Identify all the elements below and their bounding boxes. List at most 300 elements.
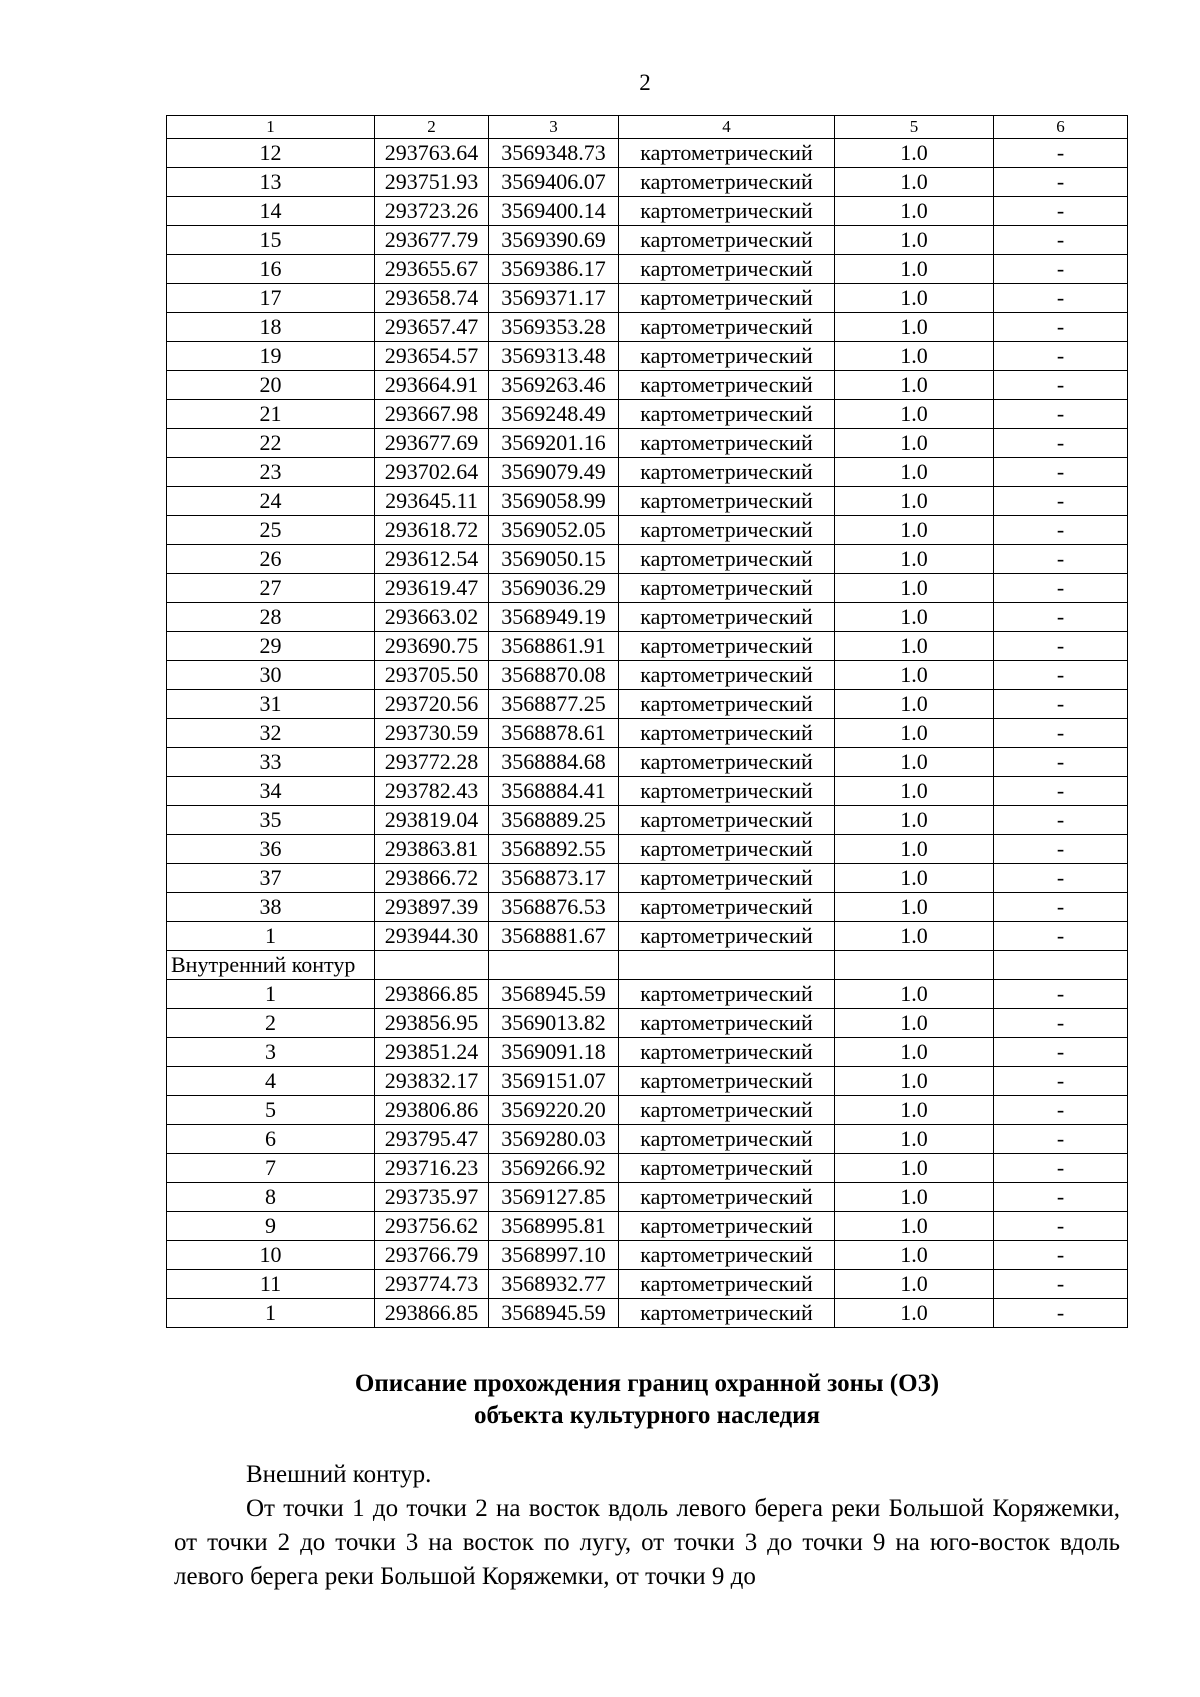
table-cell-col-2: 293705.50 [375, 661, 489, 690]
table-cell-col-1: 26 [167, 545, 375, 574]
table-cell-col-5: 1.0 [835, 1096, 994, 1125]
table-cell-col-1: 21 [167, 400, 375, 429]
table-cell-col-2: 293944.30 [375, 922, 489, 951]
table-row [167, 1154, 1128, 1183]
table-cell-col-5: 1.0 [835, 1241, 994, 1270]
table-cell-col-4: картометрический [619, 690, 835, 719]
table-row [167, 922, 1128, 951]
table-cell-col-6: - [994, 1067, 1128, 1096]
table-cell-col-2: 293774.73 [375, 1270, 489, 1299]
heading-line-2: объекта культурного наследия [473, 1402, 821, 1429]
table-cell-col-6: - [994, 1096, 1128, 1125]
table-cell-col-2: 293654.57 [375, 342, 489, 371]
table-cell-col-2: 293658.74 [375, 284, 489, 313]
table-cell-col-2: 2 [375, 116, 489, 139]
table-row [167, 748, 1128, 777]
table-cell-col-3: 3569127.85 [489, 1183, 619, 1212]
table-cell-col-5: 5 [835, 116, 994, 139]
table-cell-col-3: 3568878.61 [489, 719, 619, 748]
table-cell-col-1: 5 [167, 1096, 375, 1125]
table-cell-col-6: - [994, 719, 1128, 748]
table-cell-col-3: 3569036.29 [489, 574, 619, 603]
table-cell-col-4: картометрический [619, 1038, 835, 1067]
table-cell-col-3: 3568932.77 [489, 1270, 619, 1299]
table-cell-col-4: картометрический [619, 1096, 835, 1125]
table-cell-col-4: картометрический [619, 1154, 835, 1183]
table-row [167, 1270, 1128, 1299]
table-cell-col-6: - [994, 1212, 1128, 1241]
table-cell-col-3: 3568995.81 [489, 1212, 619, 1241]
table-cell-col-2: 293663.02 [375, 603, 489, 632]
table-cell-col-1: 7 [167, 1154, 375, 1183]
table-cell-col-3: 3569266.92 [489, 1154, 619, 1183]
table-cell-empty [619, 951, 835, 980]
table-cell-col-2: 293751.93 [375, 168, 489, 197]
inner-contour-label: Внутренний контур [167, 951, 375, 980]
table-cell-col-3: 3568892.55 [489, 835, 619, 864]
table-cell-col-6: - [994, 1009, 1128, 1038]
table-cell-col-1: 1 [167, 980, 375, 1009]
table-cell-col-2: 293772.28 [375, 748, 489, 777]
table-row [167, 168, 1128, 197]
table-cell-col-4: картометрический [619, 313, 835, 342]
table-cell-col-6: - [994, 748, 1128, 777]
table-cell-col-2: 293730.59 [375, 719, 489, 748]
table-cell-col-1: 6 [167, 1125, 375, 1154]
table-cell-col-5: 1.0 [835, 777, 994, 806]
table-cell-col-2: 293735.97 [375, 1183, 489, 1212]
table-cell-col-5: 1.0 [835, 1009, 994, 1038]
table-cell-col-4: картометрический [619, 1067, 835, 1096]
table-cell-col-5: 1.0 [835, 1067, 994, 1096]
table-cell-col-1: 28 [167, 603, 375, 632]
table-cell-col-2: 293720.56 [375, 690, 489, 719]
table-row [167, 342, 1128, 371]
table-row [167, 777, 1128, 806]
table-cell-col-5: 1.0 [835, 632, 994, 661]
table-cell-col-4: картометрический [619, 574, 835, 603]
table-cell-col-6: - [994, 690, 1128, 719]
table-row [167, 1067, 1128, 1096]
table-cell-col-2: 293702.64 [375, 458, 489, 487]
table-cell-col-3: 3569151.07 [489, 1067, 619, 1096]
table-cell-col-2: 293763.64 [375, 139, 489, 168]
table-cell-col-1: 1 [167, 922, 375, 951]
table-cell-col-2: 293612.54 [375, 545, 489, 574]
table-cell-col-6: - [994, 1241, 1128, 1270]
table-cell-col-3: 3568873.17 [489, 864, 619, 893]
table-cell-col-3: 3569400.14 [489, 197, 619, 226]
table-row [167, 574, 1128, 603]
table-row [167, 1183, 1128, 1212]
table-cell-col-2: 293664.91 [375, 371, 489, 400]
table-cell-col-5: 1.0 [835, 980, 994, 1009]
table-row [167, 139, 1128, 168]
table-cell-col-2: 293667.98 [375, 400, 489, 429]
table-cell-col-5: 1.0 [835, 284, 994, 313]
table-cell-col-5: 1.0 [835, 1212, 994, 1241]
table-cell-col-5: 1.0 [835, 168, 994, 197]
table-cell-col-4: 4 [619, 116, 835, 139]
table-row [167, 1241, 1128, 1270]
table-cell-col-3: 3569390.69 [489, 226, 619, 255]
table-cell-col-2: 293782.43 [375, 777, 489, 806]
table-cell-col-3: 3569406.07 [489, 168, 619, 197]
table-cell-col-5: 1.0 [835, 313, 994, 342]
table-cell-col-6: - [994, 1038, 1128, 1067]
table-row [167, 1299, 1128, 1328]
table-row [167, 1125, 1128, 1154]
table-cell-col-1: 18 [167, 313, 375, 342]
table-cell-col-4: картометрический [619, 284, 835, 313]
table-cell-col-5: 1.0 [835, 835, 994, 864]
table-cell-col-1: 11 [167, 1270, 375, 1299]
table-cell-col-3: 3569248.49 [489, 400, 619, 429]
table-cell-col-5: 1.0 [835, 661, 994, 690]
table-cell-col-2: 293657.47 [375, 313, 489, 342]
table-cell-col-3: 3568945.59 [489, 980, 619, 1009]
table-cell-col-4: картометрический [619, 1183, 835, 1212]
table-cell-col-6: - [994, 661, 1128, 690]
table-cell-col-1: 17 [167, 284, 375, 313]
table-cell-col-4: картометрический [619, 603, 835, 632]
table-cell-empty [489, 951, 619, 980]
table-cell-col-6: - [994, 313, 1128, 342]
table-cell-col-2: 293766.79 [375, 1241, 489, 1270]
table-cell-col-5: 1.0 [835, 719, 994, 748]
table-cell-col-5: 1.0 [835, 893, 994, 922]
table-row [167, 458, 1128, 487]
table-cell-col-1: 14 [167, 197, 375, 226]
table-cell-col-3: 3569052.05 [489, 516, 619, 545]
table-cell-col-5: 1.0 [835, 1038, 994, 1067]
table-cell-col-1: 16 [167, 255, 375, 284]
table-cell-col-5: 1.0 [835, 487, 994, 516]
table-row [167, 429, 1128, 458]
table-cell-col-5: 1.0 [835, 574, 994, 603]
table-cell-col-4: картометрический [619, 197, 835, 226]
table-cell-col-4: картометрический [619, 342, 835, 371]
table-cell-col-1: 30 [167, 661, 375, 690]
table-cell-col-5: 1.0 [835, 516, 994, 545]
table-cell-col-3: 3568881.67 [489, 922, 619, 951]
table-cell-col-1: 31 [167, 690, 375, 719]
table-cell-col-2: 293897.39 [375, 893, 489, 922]
table-cell-col-3: 3569348.73 [489, 139, 619, 168]
table-row [167, 1096, 1128, 1125]
table-cell-col-5: 1.0 [835, 1125, 994, 1154]
table-cell-col-4: картометрический [619, 806, 835, 835]
table-cell-col-3: 3569050.15 [489, 545, 619, 574]
table-cell-col-3: 3568884.68 [489, 748, 619, 777]
table-cell-col-3: 3569353.28 [489, 313, 619, 342]
table-cell-col-2: 293851.24 [375, 1038, 489, 1067]
table-cell-col-5: 1.0 [835, 1299, 994, 1328]
paragraph-boundary-description: От точки 1 до точки 2 на восток вдоль левого берега реки Большой Коряжемки, от точки 2 до точки 3 на восток по лугу, от точки 3 до точки 9 на юго-восток вдоль левого берега реки Большой Коряжемки, от точки 9 до [174, 1495, 1120, 1590]
table-cell-col-5: 1.0 [835, 197, 994, 226]
table-cell-col-1: 4 [167, 1067, 375, 1096]
table-cell-col-5: 1.0 [835, 922, 994, 951]
table-cell-col-5: 1.0 [835, 226, 994, 255]
table-cell-col-2: 293863.81 [375, 835, 489, 864]
table-cell-col-3: 3569220.20 [489, 1096, 619, 1125]
table-row [167, 545, 1128, 574]
table-row [167, 719, 1128, 748]
table-cell-col-4: картометрический [619, 1241, 835, 1270]
table-cell-col-4: картометрический [619, 1009, 835, 1038]
table-cell-col-6: - [994, 574, 1128, 603]
table-cell-col-4: картометрический [619, 777, 835, 806]
table-cell-col-1: 15 [167, 226, 375, 255]
table-cell-col-2: 293806.86 [375, 1096, 489, 1125]
table-cell-col-6: - [994, 342, 1128, 371]
table-cell-col-6: - [994, 806, 1128, 835]
table-cell-col-2: 293723.26 [375, 197, 489, 226]
table-row [167, 632, 1128, 661]
table-cell-col-5: 1.0 [835, 429, 994, 458]
table-cell-col-2: 293618.72 [375, 516, 489, 545]
table-cell-col-6: - [994, 893, 1128, 922]
table-cell-col-6: - [994, 139, 1128, 168]
table-cell-col-5: 1.0 [835, 864, 994, 893]
table-cell-col-5: 1.0 [835, 255, 994, 284]
table-cell-col-1: 1 [167, 116, 375, 139]
table-cell-col-4: картометрический [619, 458, 835, 487]
table-row [167, 516, 1128, 545]
table-cell-col-2: 293645.11 [375, 487, 489, 516]
table-cell-col-2: 293619.47 [375, 574, 489, 603]
table-cell-col-1: 36 [167, 835, 375, 864]
table-cell-col-6: - [994, 1299, 1128, 1328]
table-cell-col-3: 3568877.25 [489, 690, 619, 719]
table-cell-col-6: - [994, 1270, 1128, 1299]
table-header-row [167, 116, 1128, 139]
table-cell-col-4: картометрический [619, 719, 835, 748]
table-row [167, 1009, 1128, 1038]
table-cell-col-2: 293756.62 [375, 1212, 489, 1241]
table-cell-col-6: - [994, 516, 1128, 545]
table-row [167, 603, 1128, 632]
table-cell-col-2: 293677.69 [375, 429, 489, 458]
table-cell-col-2: 293832.17 [375, 1067, 489, 1096]
table-row [167, 864, 1128, 893]
table-cell-col-4: картометрический [619, 835, 835, 864]
table-cell-col-1: 12 [167, 139, 375, 168]
table-row [167, 255, 1128, 284]
table-cell-col-3: 3568870.08 [489, 661, 619, 690]
table-cell-col-4: картометрический [619, 748, 835, 777]
table-cell-col-2: 293819.04 [375, 806, 489, 835]
table-cell-col-5: 1.0 [835, 1270, 994, 1299]
table-cell-col-5: 1.0 [835, 342, 994, 371]
table-cell-col-4: картометрический [619, 226, 835, 255]
table-cell-col-1: 29 [167, 632, 375, 661]
table-row [167, 806, 1128, 835]
table-cell-empty [375, 951, 489, 980]
table-cell-col-4: картометрический [619, 1125, 835, 1154]
table-row [167, 226, 1128, 255]
paragraph-outer-contour: Внешний контур. [246, 1461, 432, 1488]
table-cell-col-6: - [994, 980, 1128, 1009]
table-cell-col-2: 293866.85 [375, 980, 489, 1009]
table-cell-col-3: 3569201.16 [489, 429, 619, 458]
table-row [167, 371, 1128, 400]
table-row [167, 284, 1128, 313]
table-cell-col-6: - [994, 226, 1128, 255]
table-cell-col-6: - [994, 1125, 1128, 1154]
table-cell-col-1: 38 [167, 893, 375, 922]
table-row [167, 1212, 1128, 1241]
table-cell-col-3: 3568997.10 [489, 1241, 619, 1270]
table-cell-col-4: картометрический [619, 1212, 835, 1241]
table-cell-col-6: - [994, 1183, 1128, 1212]
table-cell-col-4: картометрический [619, 487, 835, 516]
table-cell-col-1: 25 [167, 516, 375, 545]
table-cell-col-3: 3569386.17 [489, 255, 619, 284]
table-cell-col-1: 3 [167, 1038, 375, 1067]
table-cell-col-4: картометрический [619, 632, 835, 661]
table-cell-col-1: 2 [167, 1009, 375, 1038]
table-cell-col-1: 37 [167, 864, 375, 893]
table-row [167, 690, 1128, 719]
table-cell-col-6: - [994, 1154, 1128, 1183]
table-cell-col-6: - [994, 922, 1128, 951]
table-row [167, 487, 1128, 516]
table-cell-col-6: - [994, 255, 1128, 284]
table-cell-col-2: 293856.95 [375, 1009, 489, 1038]
table-cell-col-2: 293795.47 [375, 1125, 489, 1154]
table-cell-col-5: 1.0 [835, 371, 994, 400]
table-cell-empty [994, 951, 1128, 980]
table-cell-col-2: 293655.67 [375, 255, 489, 284]
table-cell-col-1: 32 [167, 719, 375, 748]
table-cell-col-6: - [994, 284, 1128, 313]
table-cell-col-4: картометрический [619, 1270, 835, 1299]
table-cell-col-4: картометрический [619, 139, 835, 168]
table-cell-col-5: 1.0 [835, 748, 994, 777]
table-cell-col-5: 1.0 [835, 603, 994, 632]
table-row [167, 197, 1128, 226]
heading-line-1: Описание прохождения границ охранной зоны (ОЗ) [354, 1370, 940, 1397]
table-cell-col-6: - [994, 632, 1128, 661]
table-cell-col-6: 6 [994, 116, 1128, 139]
table-cell-col-1: 33 [167, 748, 375, 777]
coordinates-table [166, 115, 1128, 1328]
table-cell-col-3: 3568949.19 [489, 603, 619, 632]
table-cell-col-3: 3568945.59 [489, 1299, 619, 1328]
table-cell-col-4: картометрический [619, 168, 835, 197]
table-cell-col-1: 23 [167, 458, 375, 487]
table-row [167, 835, 1128, 864]
table-cell-col-4: картометрический [619, 980, 835, 1009]
table-cell-col-6: - [994, 429, 1128, 458]
table-cell-col-2: 293866.85 [375, 1299, 489, 1328]
table-cell-col-4: картометрический [619, 371, 835, 400]
table-cell-col-3: 3569371.17 [489, 284, 619, 313]
table-cell-col-3: 3569091.18 [489, 1038, 619, 1067]
table-cell-col-6: - [994, 371, 1128, 400]
table-cell-col-6: - [994, 545, 1128, 574]
inner-contour-row [167, 951, 1128, 980]
table-cell-col-3: 3568884.41 [489, 777, 619, 806]
table-cell-col-3: 3568861.91 [489, 632, 619, 661]
table-cell-col-4: картометрический [619, 1299, 835, 1328]
table-cell-col-6: - [994, 197, 1128, 226]
table-cell-col-5: 1.0 [835, 545, 994, 574]
table-cell-col-5: 1.0 [835, 1154, 994, 1183]
table-cell-col-5: 1.0 [835, 1183, 994, 1212]
table-row [167, 893, 1128, 922]
table-cell-col-5: 1.0 [835, 400, 994, 429]
table-cell-col-1: 22 [167, 429, 375, 458]
table-cell-col-4: картометрический [619, 255, 835, 284]
table-cell-empty [835, 951, 994, 980]
table-cell-col-4: картометрический [619, 893, 835, 922]
table-cell-col-2: 293690.75 [375, 632, 489, 661]
section-heading [166, 1368, 1128, 1432]
table-row [167, 1038, 1128, 1067]
table-cell-col-4: картометрический [619, 545, 835, 574]
table-cell-col-3: 3569058.99 [489, 487, 619, 516]
table-cell-col-1: 19 [167, 342, 375, 371]
table-cell-col-6: - [994, 400, 1128, 429]
table-cell-col-1: 9 [167, 1212, 375, 1241]
table-cell-col-6: - [994, 864, 1128, 893]
table-cell-col-1: 35 [167, 806, 375, 835]
table-cell-col-5: 1.0 [835, 806, 994, 835]
table-cell-col-4: картометрический [619, 429, 835, 458]
table-cell-col-2: 293866.72 [375, 864, 489, 893]
table-cell-col-3: 3568889.25 [489, 806, 619, 835]
table-cell-col-2: 293677.79 [375, 226, 489, 255]
table-cell-col-3: 3569263.46 [489, 371, 619, 400]
table-cell-col-1: 27 [167, 574, 375, 603]
table-cell-col-6: - [994, 777, 1128, 806]
table-row [167, 661, 1128, 690]
table-cell-col-3: 3568876.53 [489, 893, 619, 922]
table-cell-col-4: картометрический [619, 400, 835, 429]
table-cell-col-2: 293716.23 [375, 1154, 489, 1183]
table-cell-col-3: 3569013.82 [489, 1009, 619, 1038]
table-cell-col-3: 3569313.48 [489, 342, 619, 371]
table-cell-col-3: 3569280.03 [489, 1125, 619, 1154]
table-cell-col-4: картометрический [619, 864, 835, 893]
table-cell-col-6: - [994, 458, 1128, 487]
table-cell-col-1: 20 [167, 371, 375, 400]
table-cell-col-5: 1.0 [835, 690, 994, 719]
table-cell-col-5: 1.0 [835, 458, 994, 487]
table-cell-col-1: 1 [167, 1299, 375, 1328]
table-cell-col-1: 10 [167, 1241, 375, 1270]
table-row [167, 980, 1128, 1009]
table-cell-col-6: - [994, 603, 1128, 632]
table-cell-col-1: 8 [167, 1183, 375, 1212]
table-cell-col-1: 34 [167, 777, 375, 806]
table-cell-col-6: - [994, 835, 1128, 864]
table-row [167, 313, 1128, 342]
table-cell-col-1: 13 [167, 168, 375, 197]
table-cell-col-4: картометрический [619, 661, 835, 690]
table-cell-col-5: 1.0 [835, 139, 994, 168]
table-cell-col-4: картометрический [619, 516, 835, 545]
table-cell-col-3: 3 [489, 116, 619, 139]
page-number: 2 [639, 70, 651, 95]
table-cell-col-6: - [994, 168, 1128, 197]
table-row [167, 400, 1128, 429]
table-cell-col-1: 24 [167, 487, 375, 516]
table-cell-col-6: - [994, 487, 1128, 516]
table-cell-col-3: 3569079.49 [489, 458, 619, 487]
